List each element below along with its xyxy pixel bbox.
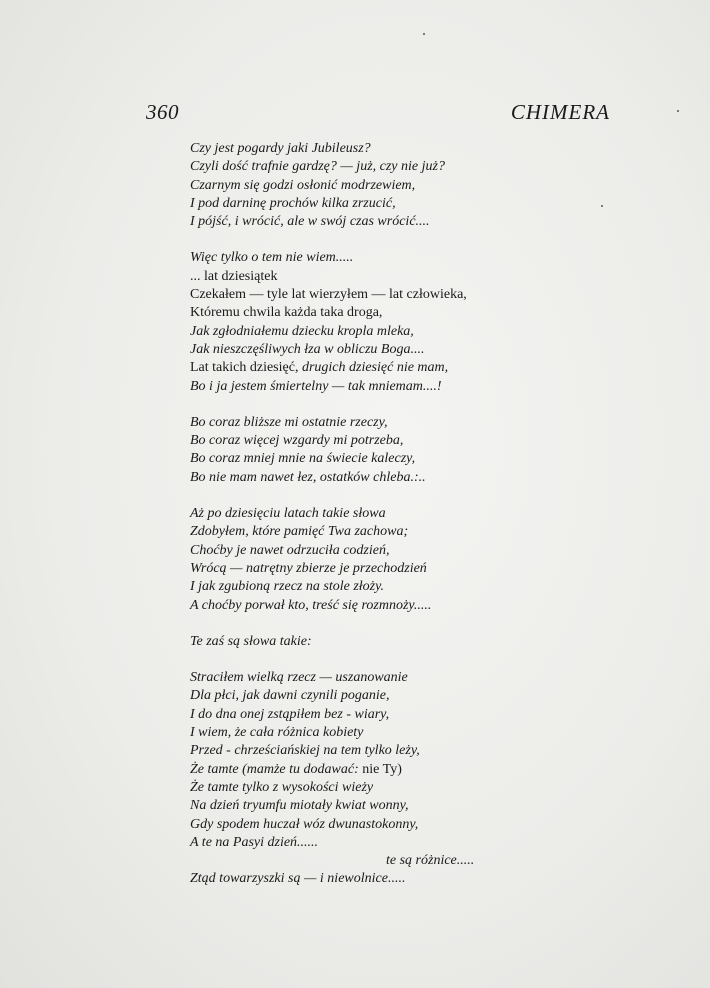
verse-segment: Lat takich dziesięć, bbox=[190, 360, 302, 376]
verse-segment: Czarnym się godzi osłonić modrzewiem, bbox=[190, 177, 416, 193]
verse-line bbox=[190, 816, 610, 834]
verse-line bbox=[190, 834, 610, 852]
verse-segment: Na dzień tryumfu miotały kwiat wonny, bbox=[190, 798, 409, 814]
verse-segment: Aż po dziesięciu latach takie słowa bbox=[190, 506, 386, 522]
paper-speck bbox=[423, 33, 425, 35]
verse-line bbox=[190, 304, 610, 322]
verse-line bbox=[190, 870, 610, 888]
verse-line bbox=[190, 469, 610, 487]
verse-line bbox=[190, 359, 610, 377]
verse-line bbox=[190, 542, 610, 560]
verse-segment: Jak zgłodniałemu dziecku kropla mleka, bbox=[190, 323, 414, 339]
verse-line bbox=[190, 213, 610, 231]
verse-line bbox=[190, 633, 610, 651]
verse-segment: Dla płci, jak dawni czynili poganie, bbox=[190, 688, 390, 704]
verse-line bbox=[190, 669, 610, 687]
stanza bbox=[190, 140, 610, 231]
verse-segment: Wrócą — natrętny zbierze je przechodzień bbox=[190, 560, 427, 576]
verse-line bbox=[190, 378, 610, 396]
verse-segment: A te na Pasyi dzień...... bbox=[190, 834, 319, 850]
verse-segment: Ztąd towarzyszki są — i niewolnice..... bbox=[190, 871, 406, 887]
verse-segment: Te zaś są słowa takie: bbox=[190, 633, 312, 649]
verse-line bbox=[190, 450, 610, 468]
verse-line bbox=[190, 158, 610, 176]
verse-segment: Czyli dość trafnie gardzę? — już, czy nie już? bbox=[190, 159, 445, 175]
paper-speck bbox=[677, 110, 679, 112]
verse-segment: Bo coraz bliższe mi ostatnie rzeczy, bbox=[190, 414, 388, 430]
poem-body bbox=[190, 140, 610, 907]
verse-segment: Bo i ja jestem śmiertelny — tak mniemam....! bbox=[190, 378, 442, 394]
verse-line bbox=[190, 578, 610, 596]
verse-segment: Bo coraz więcej wzgardy mi potrzeba, bbox=[190, 433, 404, 449]
verse-segment: Więc tylko o tem nie wiem..... bbox=[190, 250, 354, 266]
verse-segment: I pod darninę prochów kilka zrzucić, bbox=[190, 195, 396, 211]
verse-line bbox=[190, 724, 610, 742]
verse-line bbox=[190, 505, 610, 523]
verse-line bbox=[190, 523, 610, 541]
verse-segment: I jak zgubioną rzecz na stole złoży. bbox=[190, 579, 385, 595]
verse-line bbox=[190, 249, 610, 267]
verse-line bbox=[190, 414, 610, 432]
verse-segment: Przed - chrześciańskiej na tem tylko leży, bbox=[190, 743, 420, 759]
stanza bbox=[190, 633, 610, 651]
verse-line bbox=[190, 140, 610, 158]
verse-segment: I pójść, i wrócić, ale w swój czas wrócić.... bbox=[190, 214, 430, 230]
verse-segment: nie Ty) bbox=[362, 761, 402, 777]
verse-line bbox=[190, 341, 610, 359]
verse-line bbox=[190, 761, 610, 779]
verse-segment: Że tamte tylko z wysokości wieży bbox=[190, 779, 374, 795]
verse-line bbox=[190, 177, 610, 195]
verse-segment: Czy jest pogardy jaki Jubileusz? bbox=[190, 141, 371, 156]
verse-line bbox=[190, 597, 610, 615]
verse-segment: I wiem, że cała różnica kobiety bbox=[190, 725, 364, 741]
verse-segment: I do dna onej zstąpiłem bez - wiary, bbox=[190, 706, 390, 722]
verse-segment: Bo nie mam nawet łez, ostatków chleba.:.. bbox=[190, 469, 426, 485]
stanza bbox=[190, 249, 610, 395]
verse-segment: Gdy spodem huczał wóz dwunastokonny, bbox=[190, 816, 419, 832]
verse-line bbox=[190, 742, 610, 760]
verse-segment: Bo coraz mniej mnie na świecie kaleczy, bbox=[190, 451, 416, 467]
verse-segment: A choćby porwał kto, treść się rozmnoży..... bbox=[190, 597, 432, 613]
verse-line bbox=[190, 706, 610, 724]
verse-segment: Któremu chwila każda taka droga, bbox=[190, 305, 383, 321]
verse-segment: Zdobyłem, które pamięć Twa zachowa; bbox=[190, 524, 409, 540]
verse-line bbox=[190, 268, 610, 286]
verse-line bbox=[190, 797, 610, 815]
verse-line bbox=[190, 687, 610, 705]
page-number: 360 bbox=[146, 100, 179, 124]
verse-segment: Że tamte (mamże tu dodawać: bbox=[190, 761, 363, 777]
verse-line bbox=[190, 432, 610, 450]
verse-segment: Jak nieszczęśliwych łza w obliczu Boga.... bbox=[190, 341, 425, 357]
stanza bbox=[190, 669, 610, 889]
verse-line bbox=[190, 779, 610, 797]
verse-segment: Choćby je nawet odrzuciła codzień, bbox=[190, 542, 390, 558]
verse-segment: Straciłem wielką rzecz — uszanowanie bbox=[190, 670, 408, 686]
verse-segment: Czekałem — tyle lat wierzyłem — lat człowieka, bbox=[190, 287, 467, 303]
stanza bbox=[190, 414, 610, 487]
verse-line bbox=[190, 286, 610, 304]
running-title: CHIMERA bbox=[510, 100, 610, 124]
verse-line bbox=[190, 852, 610, 870]
verse-segment: ... lat dziesiątek bbox=[190, 268, 278, 284]
verse-segment: te są różnice..... bbox=[386, 853, 475, 869]
verse-line bbox=[190, 560, 610, 578]
verse-line bbox=[190, 195, 610, 213]
verse-segment: drugich dziesięć nie mam, bbox=[301, 360, 449, 376]
stanza bbox=[190, 505, 610, 615]
verse-line bbox=[190, 323, 610, 341]
